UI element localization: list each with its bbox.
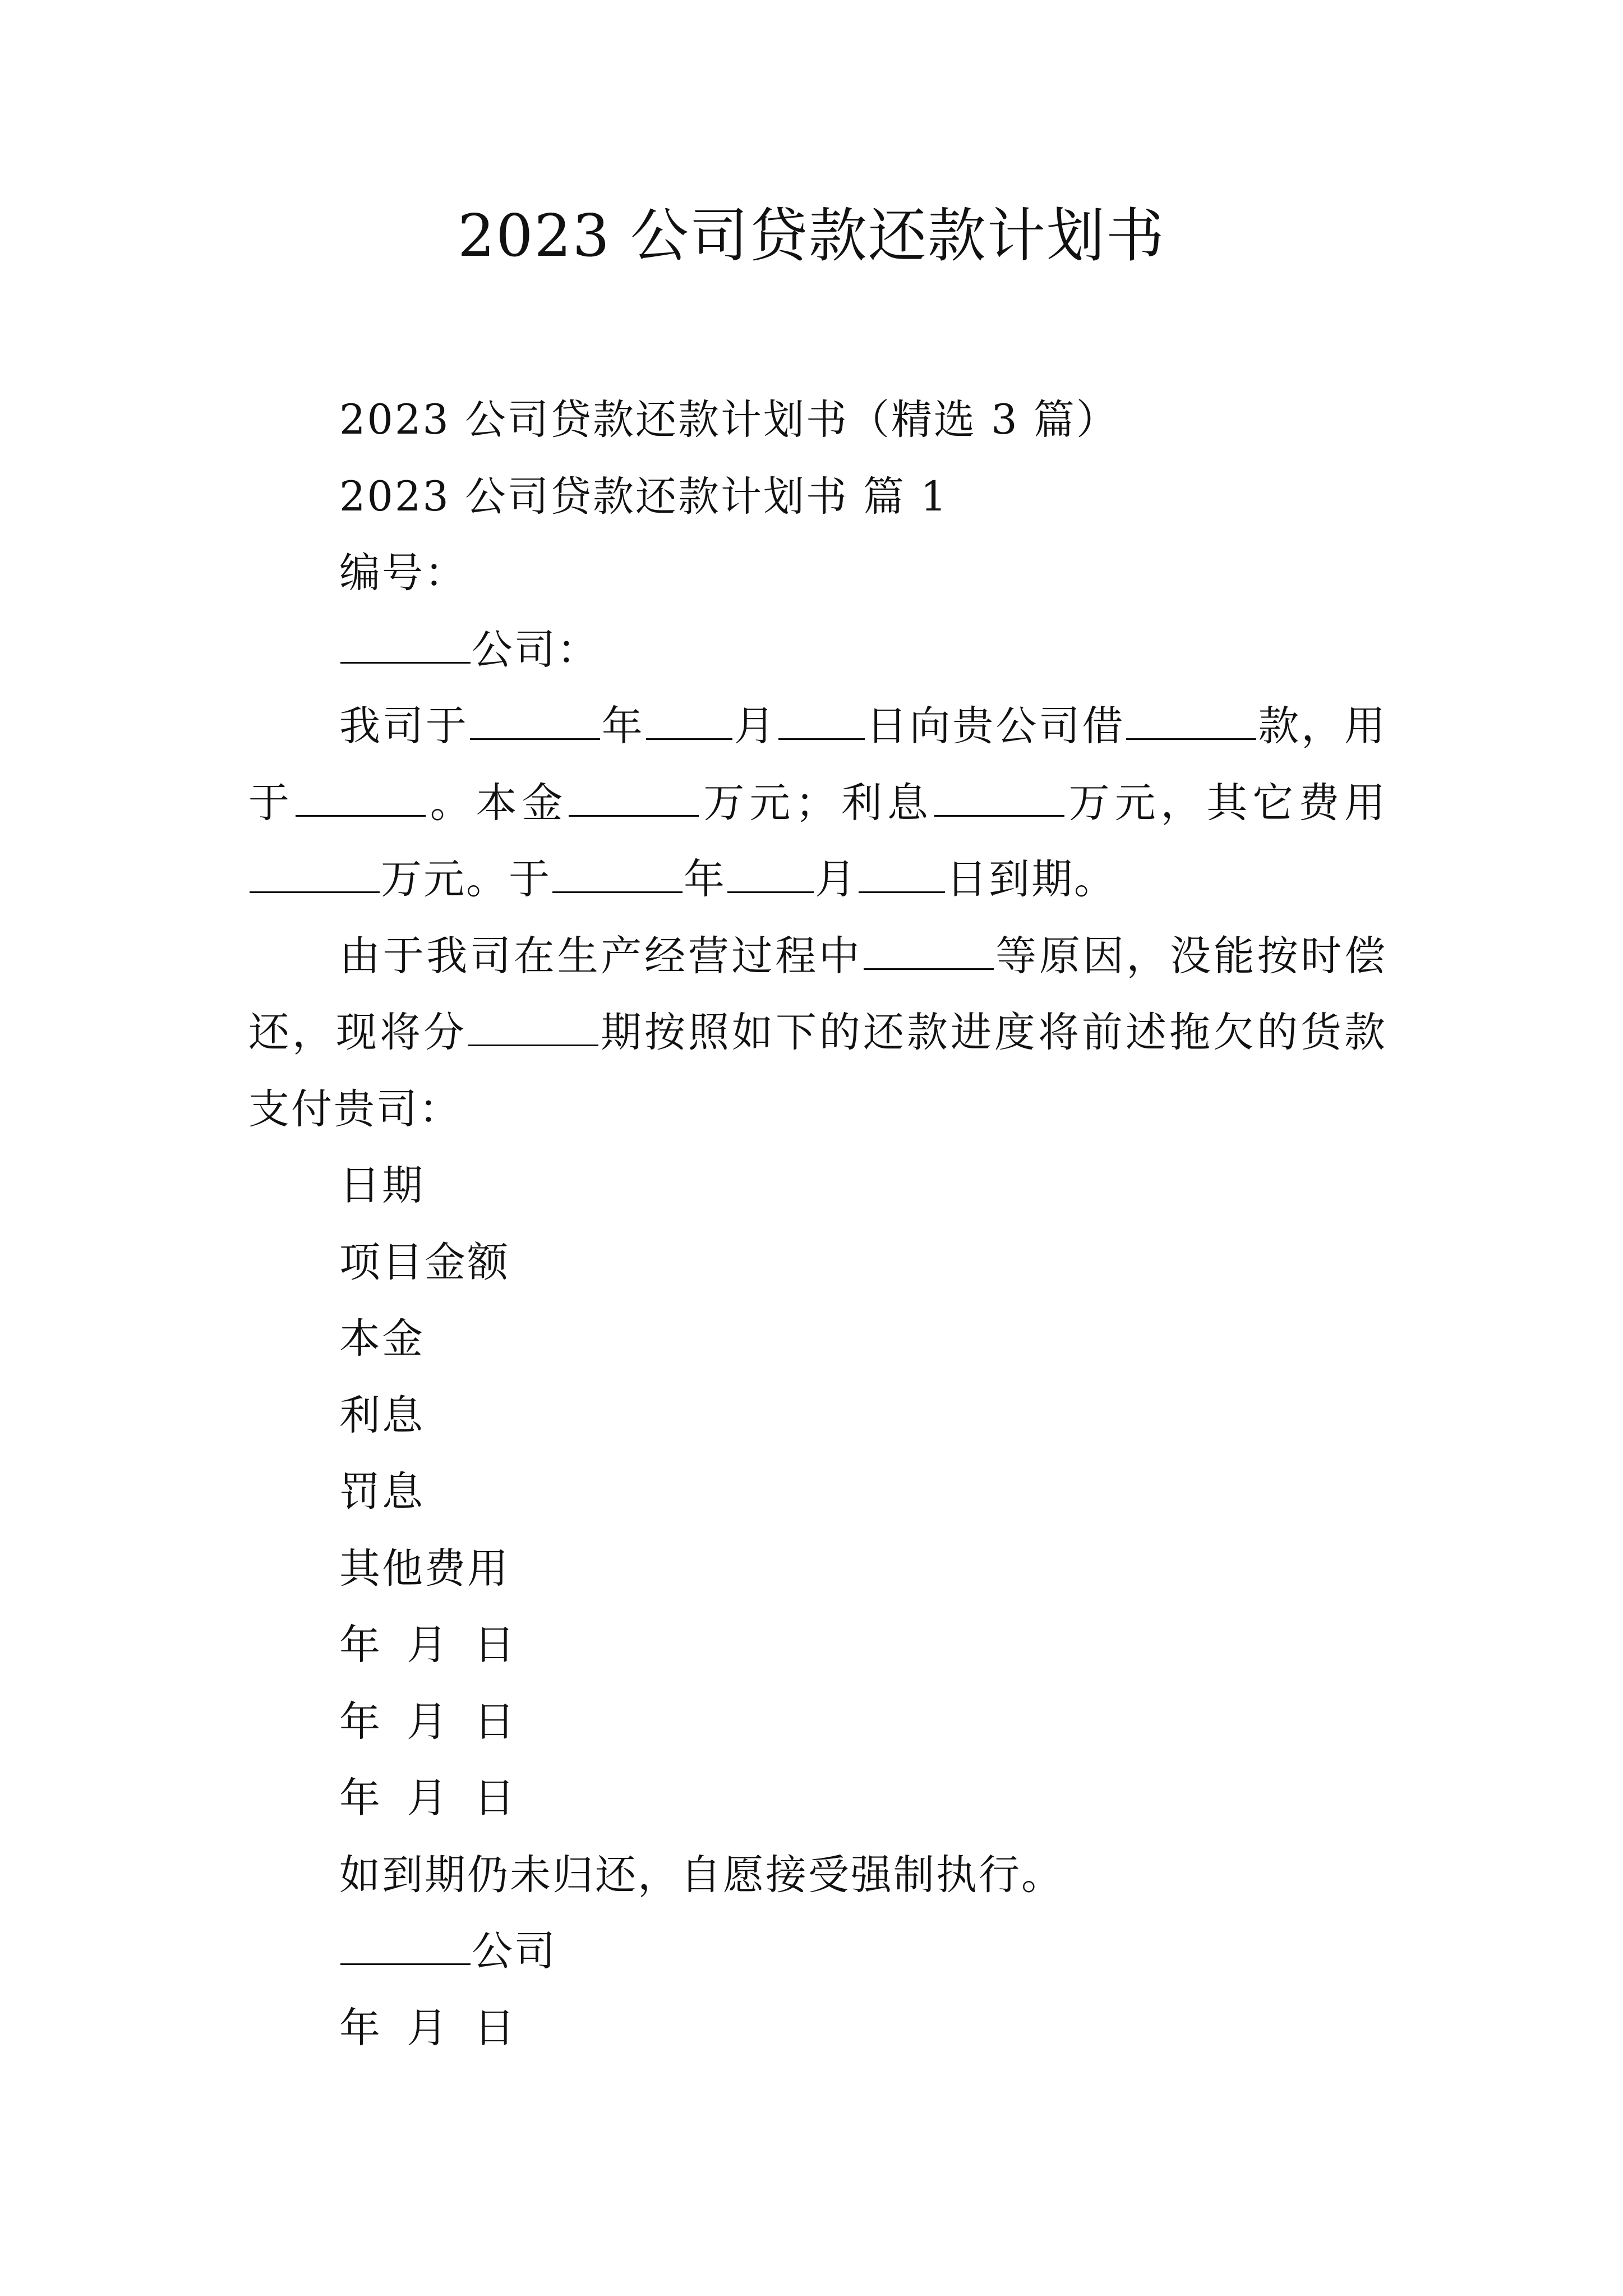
due-year-blank: [552, 855, 683, 893]
reason-text: 期按照如下的还款进度将前述拖欠的货款支付贵司：: [248, 1009, 1387, 1133]
day-label: 日: [474, 1697, 517, 1746]
loan-text: 日向贵公司借: [865, 702, 1126, 750]
year-label: 年: [339, 2004, 382, 2052]
date-row: [248, 1760, 1387, 1837]
signature-company-blank: [340, 1927, 471, 1965]
year-label: 年: [339, 1774, 382, 1822]
installments-blank: [468, 1009, 598, 1046]
day-label: 日: [474, 1621, 517, 1669]
principal-blank: [569, 779, 699, 817]
document-body: [248, 382, 1387, 2067]
document-subtitle: 2023 公司贷款还款计划书（精选 3 篇）: [339, 396, 1119, 444]
day-blank: [778, 702, 865, 740]
signature-suffix: 公司: [472, 1927, 557, 1975]
salutation: [248, 612, 1387, 689]
loan-text: 月: [733, 702, 777, 750]
table-item-amount: 项目金额: [339, 1238, 510, 1286]
loan-text: 万元，其它费用: [1065, 779, 1387, 827]
loan-text: 年: [601, 702, 645, 750]
reason-blank: [864, 932, 994, 970]
other-fee-blank: [250, 855, 380, 893]
month-blank: [646, 702, 732, 740]
document-title: 2023 公司贷款还款计划书: [458, 201, 1165, 270]
table-item-interest: 利息: [339, 1391, 425, 1439]
loan-text: 我司于: [339, 702, 469, 750]
loan-paragraph: [248, 688, 1387, 918]
interest-blank: [934, 779, 1064, 817]
table-item-principal: 本金: [339, 1315, 425, 1363]
year-label: 年: [339, 1697, 382, 1746]
section-heading: 2023 公司贷款还款计划书 篇 1: [339, 472, 948, 521]
loan-text: 款，用于: [248, 702, 1387, 827]
signature-date: [248, 1990, 1387, 2067]
year-blank: [470, 702, 600, 740]
loan-text: 万元。于: [381, 855, 551, 903]
loan-text: 日到期。: [946, 855, 1117, 903]
date-row: [248, 1684, 1387, 1761]
signature-company: [248, 1913, 1387, 1990]
reason-paragraph: [248, 918, 1387, 1148]
month-label: 月: [407, 1774, 449, 1822]
month-label: 月: [407, 2004, 449, 2052]
month-label: 月: [407, 1697, 449, 1746]
reason-text: 由于我司在生产经营过程中: [339, 932, 863, 980]
loan-text: 年: [684, 855, 726, 903]
year-label: 年: [339, 1621, 382, 1669]
day-label: 日: [474, 1774, 517, 1822]
purpose-blank: [296, 779, 426, 817]
reason-text: 等原因，没能按时偿还，现将分: [248, 932, 1387, 1056]
table-item-date: 日期: [339, 1162, 425, 1209]
day-label: 日: [474, 2004, 517, 2052]
table-item-penalty: 罚息: [339, 1468, 425, 1516]
company-name-blank: [340, 626, 471, 664]
table-item-other-fees: 其他费用: [339, 1544, 510, 1593]
salutation-suffix: 公司：: [472, 625, 600, 674]
number-label: 编号：: [339, 549, 467, 597]
due-month-blank: [727, 855, 814, 893]
closing-statement: 如到期仍未归还，自愿接受强制执行。: [339, 1851, 1064, 1899]
loan-text: 。本金: [426, 779, 568, 827]
month-label: 月: [407, 1621, 449, 1669]
loan-type-blank: [1126, 702, 1256, 740]
loan-text: 万元；利息: [700, 779, 933, 827]
date-row: [248, 1607, 1387, 1684]
due-day-blank: [859, 855, 945, 893]
loan-text: 月: [815, 855, 857, 903]
